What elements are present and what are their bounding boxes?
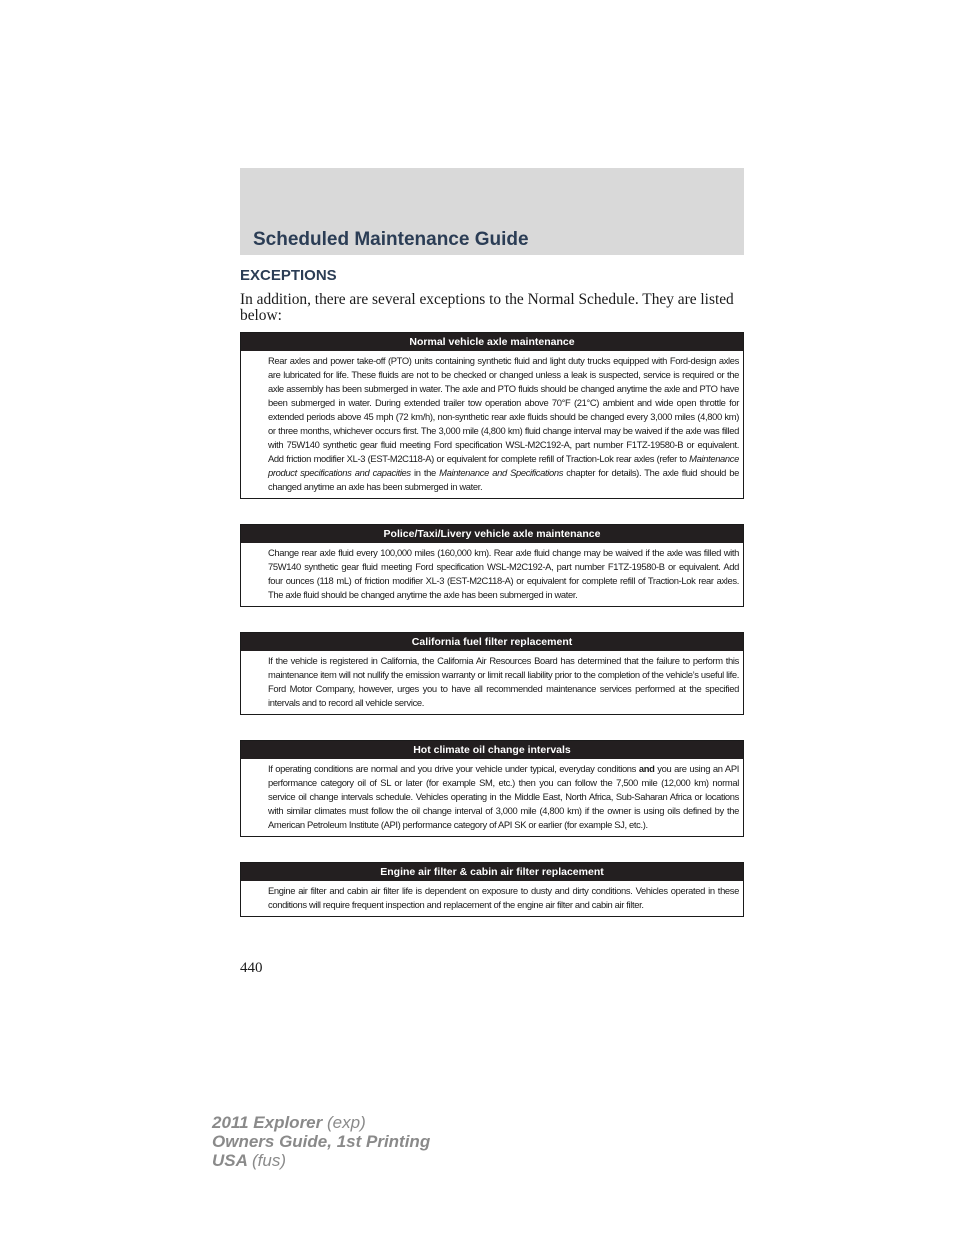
page-title: Scheduled Maintenance Guide	[253, 229, 529, 250]
box-body: Change rear axle fluid every 100,000 miles (160,000 km). Rear axle fluid change may be waived if the axle was filled with 75W140 synthetic gear fluid meeting Ford specification WSL-M2C192-A, part number F1TZ-19580-B or equivalent. Add four ounces (118 mL) of friction modifier XL-3 (EST-M2C118-A) or equivalent for complete refill of Traction-Lok rear axles. The axle fluid should be changed anytime the axle has been submerged in water.	[268, 547, 739, 600]
body-text: Rear axles and power take-off (PTO) units containing synthetic fluid and light duty trucks equipped with Ford-design axles are lubricated for life. These fluids are not to be checked or changed unless a leak is suspected, service is required or the axle assembly has been submerged in water. The axle and PTO fluids should be changed anytime the axle and PTO have been submerged in water. During extended trailer tow operation above 70°F (21°C) ambient and wide open throttle for extended periods above 45 mph (72 km/h), non-synthetic rear axle fluids should be changed every 3,000 miles (4,800 km) or three months, whichever occurs first. The 3,000 mile (4,800 km) fluid change interval may be waived if the axle was filled with 75W140 synthetic gear fluid meeting Ford specification WSL-M2C192-A, part number F1TZ-19580-B or equivalent. Add friction modifier XL-3 (EST-M2C118-A) or equivalent for complete refill of Traction-Lok rear axles (refer to	[268, 355, 739, 464]
box-hot-climate-oil	[240, 740, 744, 837]
box-body: Engine air filter and cabin air filter life is dependent on exposure to dusty and dirty conditions. Vehicles operated in these conditions will require frequent inspection and replacement of the engine air filter and cabin air filter.	[268, 885, 739, 910]
body-italic-text: Maintenance and Specifications	[439, 467, 564, 478]
body-italic-text: Maintenance product specifications and capacities	[268, 453, 739, 478]
box-body	[241, 759, 743, 836]
print-footer	[212, 1113, 430, 1170]
box-title: Normal vehicle axle maintenance	[241, 333, 743, 351]
footer-model: 2011 Explorer	[212, 1113, 323, 1132]
box-california-fuel-filter	[240, 632, 744, 715]
box-title: California fuel filter replacement	[241, 633, 743, 651]
box-title: Engine air filter & cabin air filter replacement	[241, 863, 743, 881]
intro-paragraph: In addition, there are several exceptions to the Normal Schedule. They are listed below:	[240, 291, 734, 324]
footer-line-2: Owners Guide, 1st Printing	[212, 1132, 431, 1151]
box-police-axle	[240, 524, 744, 607]
body-text: If operating conditions are normal and you drive your vehicle under typical, everyday conditions	[268, 763, 637, 774]
footer-line-1	[212, 1113, 430, 1132]
body-text: you are using an API performance category oil of SL or later (for example SM, etc.) then you can follow the 7,500 mile (12,000 km) normal service oil change intervals schedule. Vehicles operating in the Middle East, North Africa, Sub-Saharan Africa or locations with similar climates must follow the oil change interval of 3,000 mile (4,800 km) if the owner is using oils defined by the American Petroleum Institute (API) performance category of API SK or earlier (for example SJ, etc.).	[268, 763, 739, 830]
page-number: 440	[240, 960, 263, 976]
box-body	[241, 351, 743, 498]
footer-line-3	[212, 1151, 430, 1170]
box-title: Police/Taxi/Livery vehicle axle maintenance	[241, 525, 743, 543]
footer-region-code: (fus)	[252, 1151, 286, 1170]
section-heading: EXCEPTIONS	[240, 267, 337, 284]
footer-region: USA	[212, 1151, 248, 1170]
box-title: Hot climate oil change intervals	[241, 741, 743, 759]
body-text: in the	[414, 467, 436, 478]
footer-model-code: (exp)	[327, 1113, 366, 1132]
box-air-filter	[240, 862, 744, 917]
body-text: chapter for details). The axle fluid should be changed anytime an axle has been submerged in water.	[268, 467, 739, 492]
body-bold-text: and	[638, 763, 655, 774]
header-band	[240, 168, 744, 255]
box-body: If the vehicle is registered in California, the California Air Resources Board has determined that the failure to perform this maintenance item will not nullify the emission warranty or limit recall liability prior to the completion of the vehicle’s useful life. Ford Motor Company, however, urges you to have all recommended maintenance services performed at the specified intervals and to record all vehicle service.	[268, 655, 739, 708]
box-normal-axle	[240, 332, 744, 499]
